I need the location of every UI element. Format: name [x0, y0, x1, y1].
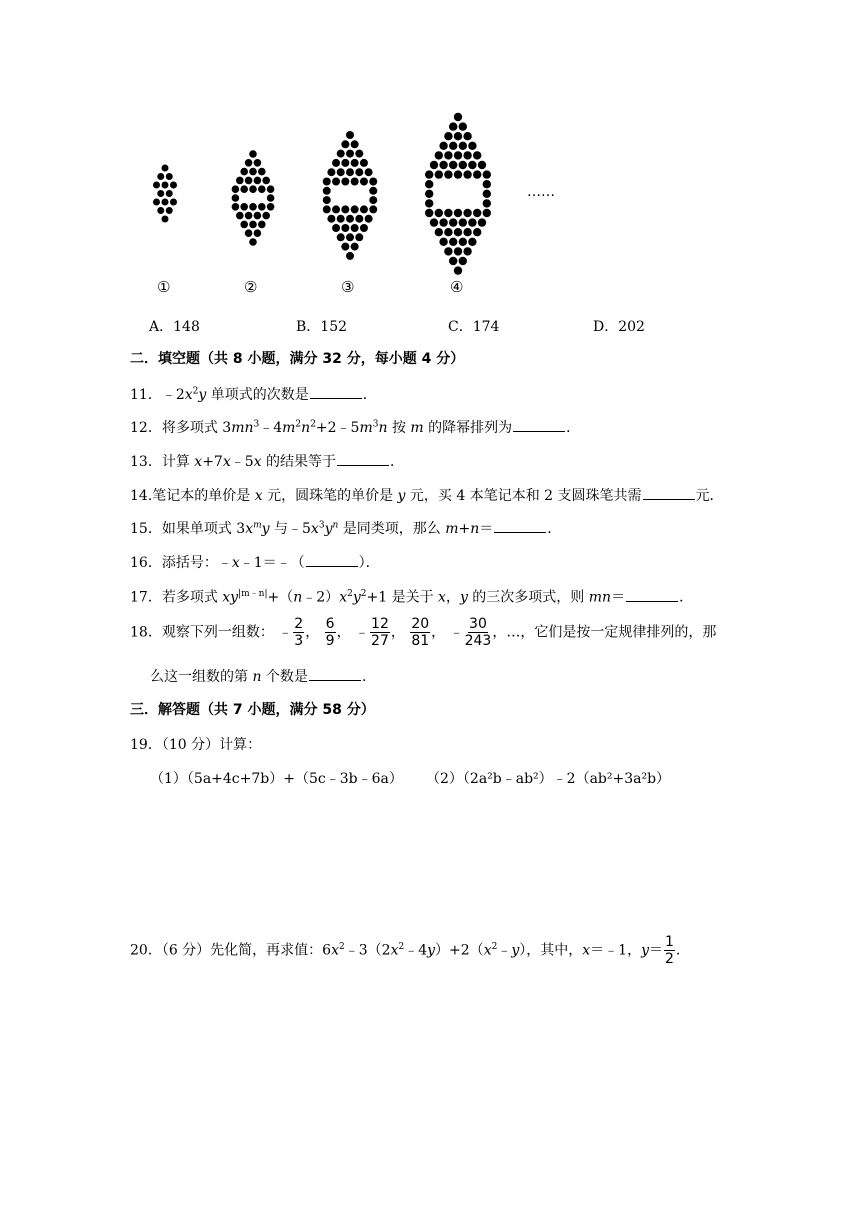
figure-2-dot [254, 159, 262, 167]
question-12: 12．将多项式 $3mn^3﹣4m^2n^2+2﹣5m^3n$ 按 m 的降幂排列为 ． [130, 419, 581, 436]
figure-4-dot [473, 151, 481, 159]
figure-3-dot [369, 187, 377, 195]
figure-2-dot [245, 212, 253, 220]
question-19-part-1: （1）（5a+4c+7b）+（5c﹣3b﹣6a） [150, 771, 403, 787]
figure-3-dot [332, 205, 340, 213]
figure-2-dot [236, 212, 244, 220]
figure-2-dot [232, 203, 240, 211]
figure-3-dot [351, 205, 359, 213]
figure-3-dot [360, 159, 368, 167]
figure-2-dot [245, 159, 253, 167]
figure-1-dot [166, 190, 173, 197]
figure-4-dot [468, 161, 476, 169]
figure-4-dot [449, 238, 457, 246]
figure-3-dot [351, 224, 359, 232]
figure-2-dot [267, 203, 275, 211]
figure-3-dot [351, 140, 359, 148]
figure-4-dot [463, 151, 471, 159]
figure-1-dot [157, 207, 164, 214]
figure-1-dot [157, 190, 164, 197]
figure-2-dot [240, 203, 248, 211]
figure-4-dot [463, 247, 471, 255]
figure-3-dot [355, 168, 363, 176]
figure-3-dot [327, 168, 335, 176]
question-17: 17．若多项式 $xy^{|m﹣n|}+(n﹣2)x^2y^2+1$ 是关于 x，y 的三次多项式，则 mn＝ ． [130, 589, 694, 606]
answer-blank[interactable] [310, 386, 362, 399]
figure-3-dot [351, 243, 359, 251]
figure-4-dot [459, 142, 467, 150]
figure-2-dot [240, 185, 248, 193]
question-19-part-2: （2）（2a²b﹣ab²）﹣2（ab²+3a²b） [426, 771, 671, 787]
figure-4-dot [439, 161, 447, 169]
figure-3-dot [341, 224, 349, 232]
figure-4-dot [454, 151, 462, 159]
figure-2-dot [236, 177, 244, 185]
question-19: 19．（10 分）计算： [130, 737, 262, 753]
figure-2-dot [249, 185, 257, 193]
figure-1-dot [153, 182, 160, 189]
figure-2-dot [249, 238, 257, 246]
figure-2-dot [258, 168, 266, 176]
figure-4-dot [478, 161, 486, 169]
figure-3-dot [337, 215, 345, 223]
figure-4-dot [444, 247, 452, 255]
figure-3-dot [323, 187, 331, 195]
figure-4-dot [454, 132, 462, 140]
figure-4-dot [454, 113, 462, 121]
figure-4-dot [483, 199, 491, 207]
figure-4-dot [425, 180, 433, 188]
figure-4-dot [468, 218, 476, 226]
choice-c: C．174 [448, 319, 500, 335]
figure-label-4: ④ [450, 278, 464, 296]
figure-4-dot [435, 170, 443, 178]
question-11: 11．$﹣2x^2y$ 单项式的次数是 ． [130, 386, 377, 403]
figure-1-dot [166, 207, 173, 214]
figure-3-dot [341, 205, 349, 213]
fraction-1: $\frac{2}{3}$ [294, 616, 304, 649]
figure-3-dot [346, 168, 354, 176]
figure-2-dot [249, 203, 257, 211]
figure-4-dot [463, 132, 471, 140]
figure-4-dot [459, 238, 467, 246]
figure-3-dot [341, 178, 349, 186]
figure-1-dot [157, 173, 164, 180]
figure-3-dot [337, 168, 345, 176]
figure-4-dot [449, 142, 457, 150]
figure-4-dot [425, 209, 433, 217]
figure-2-dot [254, 177, 262, 185]
figure-4-dot [439, 238, 447, 246]
answer-blank[interactable] [494, 520, 546, 533]
figure-3-dot [346, 150, 354, 158]
question-14: 14.笔记本的单价是 x 元，圆珠笔的单价是 y 元，买 4 本笔记本和 2 支圆珠笔共需 元． [130, 488, 724, 504]
figure-4-dot [449, 218, 457, 226]
figure-4-dot [449, 161, 457, 169]
ellipsis-mark: …… [527, 184, 555, 200]
figure-label-1: ① [157, 278, 171, 296]
figure-2-dot [249, 168, 257, 176]
figure-4-dot [425, 199, 433, 207]
answer-blank[interactable] [626, 589, 678, 602]
figure-3-dot [355, 215, 363, 223]
figure-3-dot [346, 215, 354, 223]
figure-2-dot [262, 177, 270, 185]
figure-3-dot [341, 140, 349, 148]
figure-3-dot [355, 150, 363, 158]
question-20: 20．（6 分）先化简，再求值：$6x^2﹣3(2x^2﹣4y)+2(x^2﹣y)$，其中，x＝﹣1，y＝ $\frac{1}{2}$ . [130, 934, 681, 967]
choice-a: A．148 [149, 319, 200, 335]
figure-3-dot [351, 159, 359, 167]
answer-blank[interactable] [309, 668, 361, 681]
figure-3-dot [369, 205, 377, 213]
figure-1-dot [162, 199, 169, 206]
question-18: 18．观察下列一组数： ﹣ $\frac{2}{3}$ ， $\frac{6}{9}$ ， ﹣ $\frac{12}{27}$ ， $\frac{20}{81}$ ， ﹣ $\frac{30}{243}$ ，…，它们是按一定规律排列的，那 [130, 616, 717, 649]
answer-blank[interactable] [643, 487, 695, 500]
figure-3-dot [332, 178, 340, 186]
figure-4-dot [454, 266, 462, 274]
question-15: 15．如果单项式 $3x^my$ 与$﹣5x^3y^n$ 是同类项，那么 m+n＝ ． [130, 520, 562, 537]
figure-2-dot [240, 221, 248, 229]
choice-b: B．152 [296, 319, 348, 335]
figure-3-dot [369, 178, 377, 186]
figure-3-dot [332, 224, 340, 232]
figure-3-dot [365, 168, 373, 176]
figure-4-dot [444, 209, 452, 217]
figure-4-dot [454, 228, 462, 236]
figure-3-dot [360, 224, 368, 232]
answer-blank[interactable] [513, 419, 565, 432]
figure-2-dot [232, 194, 240, 202]
figure-2-dot [254, 229, 262, 237]
figure-3-dot [323, 205, 331, 213]
figure-4-dot [444, 151, 452, 159]
figure-2-dot [240, 168, 248, 176]
figure-1-dot [162, 165, 169, 172]
figure-4-dot [459, 257, 467, 265]
figure-3-dot [323, 178, 331, 186]
figure-4-dot [449, 122, 457, 130]
fraction-half: $\frac{1}{2}$ [665, 934, 674, 967]
section-3-title: 三．解答题（共 7 小题，满分 58 分） [130, 702, 375, 718]
figure-1-dot [162, 182, 169, 189]
figure-4-dot [435, 209, 443, 217]
figure-2-dot [245, 177, 253, 185]
figure-2-dot [249, 150, 257, 158]
fraction-2: $\frac{6}{9}$ [325, 616, 335, 649]
figure-2-dot [232, 185, 240, 193]
figure-3-dot [337, 150, 345, 158]
figure-4-dot [444, 228, 452, 236]
figure-2-dot [249, 221, 257, 229]
figure-3-dot [355, 233, 363, 241]
figure-4-dot [468, 142, 476, 150]
figure-3-dot [346, 252, 354, 260]
figure-4-dot [435, 228, 443, 236]
question-16: 16．添括号：﹣x﹣1＝﹣（ ）． [130, 555, 380, 571]
figure-4-dot [478, 218, 486, 226]
figure-4-dot [459, 161, 467, 169]
figure-4-dot [483, 170, 491, 178]
figure-4-dot [425, 190, 433, 198]
figure-3-dot [346, 131, 354, 139]
figure-2-dot [267, 194, 275, 202]
figure-3-dot [337, 233, 345, 241]
fraction-3: $\frac{12}{27}$ [371, 616, 389, 649]
figure-1-dot [170, 199, 177, 206]
figure-2-dot [254, 212, 262, 220]
figure-label-3: ③ [341, 278, 355, 296]
figure-3-dot [346, 233, 354, 241]
figure-4-dot [454, 247, 462, 255]
figure-4-dot [430, 218, 438, 226]
figure-3-dot [323, 196, 331, 204]
figure-4-dot [435, 151, 443, 159]
figure-4-dot [459, 122, 467, 130]
figure-1-dot [166, 173, 173, 180]
figure-4-dot [473, 170, 481, 178]
figure-4-dot [430, 161, 438, 169]
figure-4-dot [439, 218, 447, 226]
figure-label-2: ② [244, 278, 258, 296]
figure-4-dot [468, 238, 476, 246]
fraction-4: $\frac{20}{81}$ [411, 616, 430, 649]
figure-3-dot [327, 215, 335, 223]
figure-3-dot [341, 159, 349, 167]
choice-d: D．202 [593, 319, 645, 335]
figure-2-dot [258, 203, 266, 211]
figure-2-dot [258, 221, 266, 229]
figure-4-dot [444, 132, 452, 140]
figure-4-dot [483, 190, 491, 198]
answer-blank[interactable] [337, 453, 389, 466]
figure-4-dot [473, 209, 481, 217]
figure-4-dot [483, 180, 491, 188]
figure-2-dot [267, 185, 275, 193]
fraction-5: $\frac{30}{243}$ [464, 616, 492, 649]
section-2-title: 二．填空题（共 8 小题，满分 32 分，每小题 4 分） [130, 351, 465, 367]
figure-3-dot [360, 205, 368, 213]
figure-1-dot [170, 182, 177, 189]
question-13: 13．计算 x+7x﹣5x 的结果等于 ． [130, 454, 405, 470]
figure-2-dot [245, 229, 253, 237]
figure-4-dot [473, 228, 481, 236]
figure-4-dot [463, 209, 471, 217]
figure-3-dot [360, 178, 368, 186]
figure-4-dot [463, 228, 471, 236]
figure-3-dot [365, 215, 373, 223]
figure-4-dot [483, 209, 491, 217]
answer-blank[interactable] [306, 554, 358, 567]
figure-4-dot [454, 170, 462, 178]
figure-4-dot [459, 218, 467, 226]
figure-3-dot [369, 196, 377, 204]
figure-4-dot [439, 142, 447, 150]
figure-4-dot [463, 170, 471, 178]
figure-4-dot [454, 209, 462, 217]
figure-1-dot [153, 199, 160, 206]
dot-pattern-figure [0, 0, 860, 300]
figure-2-dot [258, 185, 266, 193]
question-18-cont: 么这一组数的第 n 个数是 ． [150, 669, 376, 685]
figure-4-dot [425, 170, 433, 178]
figure-3-dot [341, 243, 349, 251]
figure-3-dot [332, 159, 340, 167]
figure-4-dot [449, 257, 457, 265]
figure-3-dot [351, 178, 359, 186]
figure-2-dot [262, 212, 270, 220]
figure-1-dot [162, 216, 169, 223]
figure-4-dot [444, 170, 452, 178]
